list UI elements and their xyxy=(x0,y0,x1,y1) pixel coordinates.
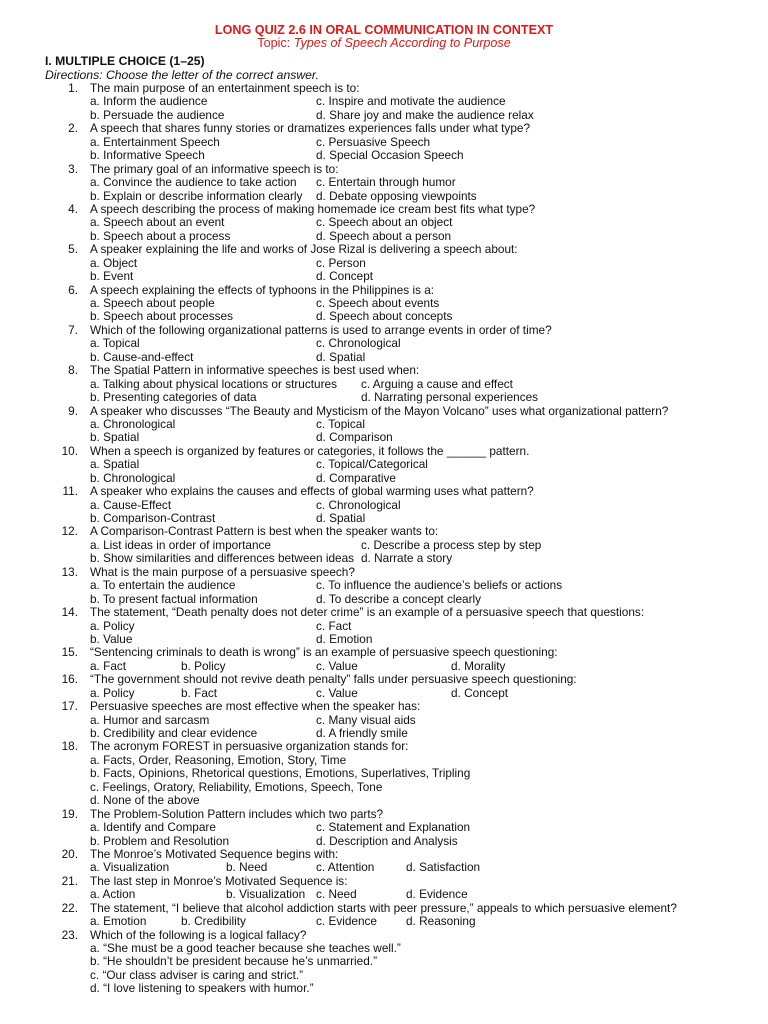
question-text: Which of the following is a logical fallacy? xyxy=(90,927,307,942)
question-stem xyxy=(0,566,768,579)
option-row xyxy=(0,257,768,270)
answer-option: b. Policy xyxy=(181,658,226,673)
question-stem xyxy=(0,875,768,888)
question-list xyxy=(0,82,768,996)
question-text: A speech that shares funny stories or dramatizes experiences falls under what type? xyxy=(90,121,530,136)
answer-option: d. “I love listening to speakers with humor.” xyxy=(90,981,314,996)
answer-option: c. Speech about an object xyxy=(316,215,453,230)
answer-option: b. Persuade the audience xyxy=(90,107,225,122)
option-row xyxy=(0,835,768,848)
answer-option: c. Chronological xyxy=(316,336,401,351)
question-stem xyxy=(0,673,768,686)
option-row xyxy=(0,754,768,767)
option-row xyxy=(0,861,768,874)
option-row xyxy=(0,539,768,552)
option-row xyxy=(0,767,768,780)
question-number: 9. xyxy=(68,403,78,418)
question-text: A speaker who explains the causes and effects of global warming uses what pattern? xyxy=(90,484,534,499)
question-text: “Sentencing criminals to death is wrong” is an example of persuasive speech questioning: xyxy=(90,645,558,660)
option-row xyxy=(0,794,768,807)
question-number: 15. xyxy=(61,645,78,660)
option-row xyxy=(0,942,768,955)
question-item xyxy=(0,646,768,673)
answer-option: d. Speech about a person xyxy=(316,228,452,243)
question-item xyxy=(0,848,768,875)
option-row xyxy=(0,190,768,203)
question-text: A speech explaining the effects of typhoons in the Philippines is a: xyxy=(90,282,435,297)
question-text: The Problem-Solution Pattern includes which two parts? xyxy=(90,806,384,821)
quiz-topic xyxy=(0,36,768,50)
option-row xyxy=(0,499,768,512)
option-row xyxy=(0,337,768,350)
answer-option: d. Narrate a story xyxy=(361,551,453,566)
answer-option: a. Cause-Effect xyxy=(90,497,172,512)
answer-option: c. Speech about events xyxy=(316,296,440,310)
answer-option: a. Speech about an event xyxy=(90,215,225,230)
option-row xyxy=(0,888,768,901)
question-stem xyxy=(0,445,768,458)
question-stem xyxy=(0,122,768,135)
answer-option: d. Comparison xyxy=(316,430,393,445)
answer-option: d. Debate opposing viewpoints xyxy=(316,188,477,203)
answer-option: a. Chronological xyxy=(90,416,176,431)
question-item xyxy=(0,284,768,324)
option-row xyxy=(0,660,768,673)
question-number: 16. xyxy=(61,672,78,687)
option-row xyxy=(0,310,768,323)
answer-option: c. Value xyxy=(316,658,358,673)
option-row xyxy=(0,418,768,431)
answer-option: b. Explain or describe information clearly xyxy=(90,188,303,203)
answer-option: a. To entertain the audience xyxy=(90,578,236,593)
question-number: 12. xyxy=(61,524,78,539)
question-number: 13. xyxy=(61,564,78,579)
answer-option: c. Feelings, Oratory, Reliability, Emotions, Speech, Tone xyxy=(90,779,383,794)
answer-option: a. “She must be a good teacher because she teaches well.” xyxy=(90,941,401,955)
question-stem xyxy=(0,808,768,821)
answer-option: a. Object xyxy=(90,255,138,270)
answer-option: b. Speech about a process xyxy=(90,228,231,243)
answer-option: d. Description and Analysis xyxy=(316,833,458,848)
question-text: Persuasive speeches are most effective when the speaker has: xyxy=(90,699,421,714)
question-item xyxy=(0,485,768,525)
answer-option: d. Morality xyxy=(451,658,506,673)
question-item xyxy=(0,606,768,646)
question-text: The statement, “Death penalty does not deter crime” is an example of a persuasive speech that questions: xyxy=(90,605,645,620)
question-text: A speech describing the process of making homemade ice cream best fits what type? xyxy=(90,201,536,216)
question-stem xyxy=(0,606,768,619)
option-row xyxy=(0,378,768,391)
answer-option: a. Emotion xyxy=(90,914,147,929)
option-row xyxy=(0,230,768,243)
answer-option: b. Value xyxy=(90,631,133,646)
option-row xyxy=(0,136,768,149)
question-text: A Comparison-Contrast Pattern is best when the speaker wants to: xyxy=(90,524,439,539)
answer-option: d. Concept xyxy=(451,685,509,700)
option-row xyxy=(0,216,768,229)
answer-option: c. Describe a process step by step xyxy=(361,537,542,552)
option-row xyxy=(0,982,768,995)
section-heading: I. MULTIPLE CHOICE (1–25) xyxy=(45,54,205,68)
answer-option: c. Statement and Explanation xyxy=(316,820,471,835)
answer-option: b. “He shouldn’t be president because he’s unmarried.” xyxy=(90,954,378,969)
option-row xyxy=(0,176,768,189)
question-text: The statement, “I believe that alcohol addiction starts with peer pressure,” appeals to which persuasive element? xyxy=(90,900,677,915)
answer-option: d. Spatial xyxy=(316,511,366,525)
option-row xyxy=(0,915,768,928)
answer-option: b. Fact xyxy=(181,685,218,700)
question-item xyxy=(0,673,768,700)
question-stem xyxy=(0,203,768,216)
option-row xyxy=(0,297,768,310)
answer-option: c. Topical/Categorical xyxy=(316,457,428,472)
question-stem xyxy=(0,324,768,337)
question-number: 23. xyxy=(61,927,78,942)
question-item xyxy=(0,163,768,203)
answer-option: d. Narrating personal experiences xyxy=(361,390,539,405)
question-stem xyxy=(0,364,768,377)
option-row xyxy=(0,95,768,108)
question-item xyxy=(0,740,768,807)
answer-option: a. Visualization xyxy=(90,860,170,875)
answer-option: c. Person xyxy=(316,255,366,270)
answer-option: d. Share joy and make the audience relax xyxy=(316,107,534,122)
answer-option: c. To influence the audience’s beliefs or actions xyxy=(316,578,563,593)
answer-option: d. Comparative xyxy=(316,470,396,485)
question-number: 21. xyxy=(61,873,78,888)
answer-option: c. Many visual aids xyxy=(316,712,416,727)
question-text: A speaker who discusses “The Beauty and Mysticism of the Mayon Volcano” uses what organizational pattern? xyxy=(90,403,669,418)
question-item xyxy=(0,700,768,740)
option-row xyxy=(0,821,768,834)
option-row xyxy=(0,458,768,471)
question-item xyxy=(0,929,768,996)
answer-option: b. Event xyxy=(90,269,134,284)
answer-option: d. Emotion xyxy=(316,631,373,646)
question-number: 22. xyxy=(61,900,78,915)
answer-option: a. Fact xyxy=(90,658,127,673)
answer-option: c. Value xyxy=(316,685,358,700)
question-item xyxy=(0,324,768,364)
answer-option: a. Spatial xyxy=(90,457,140,472)
option-row xyxy=(0,472,768,485)
question-stem xyxy=(0,646,768,659)
answer-option: a. Talking about physical locations or structures xyxy=(90,376,337,391)
answer-option: c. Inspire and motivate the audience xyxy=(316,94,506,109)
question-item xyxy=(0,203,768,243)
question-stem xyxy=(0,82,768,95)
question-item xyxy=(0,243,768,283)
question-number: 14. xyxy=(61,605,78,620)
option-row xyxy=(0,969,768,982)
answer-option: b. Credibility xyxy=(181,914,246,929)
option-row xyxy=(0,955,768,968)
option-row xyxy=(0,714,768,727)
answer-option: a. Entertainment Speech xyxy=(90,134,220,149)
question-number: 19. xyxy=(61,806,78,821)
answer-option: a. List ideas in order of importance xyxy=(90,537,271,552)
answer-option: b. Speech about processes xyxy=(90,309,233,324)
question-item xyxy=(0,82,768,122)
question-stem xyxy=(0,848,768,861)
question-item xyxy=(0,364,768,404)
answer-option: a. Humor and sarcasm xyxy=(90,712,210,727)
answer-option: b. Comparison-Contrast xyxy=(90,511,216,525)
topic-value: Types of Speech According to Purpose xyxy=(293,36,511,50)
answer-option: c. Evidence xyxy=(316,914,377,929)
question-item xyxy=(0,808,768,848)
question-stem xyxy=(0,485,768,498)
answer-option: d. Evidence xyxy=(406,887,468,902)
answer-option: a. Topical xyxy=(90,336,140,351)
question-item xyxy=(0,405,768,445)
answer-option: c. Persuasive Speech xyxy=(316,134,431,149)
question-stem xyxy=(0,163,768,176)
question-stem xyxy=(0,405,768,418)
option-row xyxy=(0,512,768,525)
option-row xyxy=(0,431,768,444)
question-number: 11. xyxy=(62,484,78,499)
answer-option: a. Policy xyxy=(90,618,135,633)
question-number: 20. xyxy=(61,846,78,861)
answer-option: b. Cause-and-effect xyxy=(90,349,194,364)
answer-option: c. Fact xyxy=(316,618,352,633)
answer-option: c. Topical xyxy=(316,416,365,431)
answer-option: c. Chronological xyxy=(316,497,401,512)
question-number: 6. xyxy=(68,282,78,297)
answer-option: a. Facts, Order, Reasoning, Emotion, Story, Time xyxy=(90,752,347,767)
question-stem xyxy=(0,525,768,538)
option-row xyxy=(0,687,768,700)
question-number: 4. xyxy=(68,201,78,216)
question-number: 1. xyxy=(68,81,78,95)
answer-option: b. Presenting categories of data xyxy=(90,390,257,405)
question-number: 8. xyxy=(68,363,78,378)
question-stem xyxy=(0,284,768,297)
option-row xyxy=(0,149,768,162)
quiz-title: LONG QUIZ 2.6 IN ORAL COMMUNICATION IN CONTEXT xyxy=(214,23,554,37)
answer-option: d. To describe a concept clearly xyxy=(316,591,482,606)
option-row xyxy=(0,391,768,404)
answer-option: d. Speech about concepts xyxy=(316,309,453,324)
question-text: What is the main purpose of a persuasive speech? xyxy=(90,564,355,579)
answer-option: d. A friendly smile xyxy=(316,726,408,740)
answer-option: b. Need xyxy=(226,860,268,875)
question-number: 17. xyxy=(61,699,78,714)
question-stem xyxy=(0,740,768,753)
question-text: The Monroe’s Motivated Sequence begins with: xyxy=(90,846,339,861)
question-text: Which of the following organizational patterns is used to arrange events in order of time? xyxy=(90,322,552,337)
question-item xyxy=(0,445,768,485)
question-item xyxy=(0,566,768,606)
answer-option: d. Special Occasion Speech xyxy=(316,148,464,163)
question-number: 18. xyxy=(61,739,78,754)
question-text: The main purpose of an entertainment speech is to: xyxy=(90,81,360,95)
answer-option: d. Satisfaction xyxy=(406,860,481,875)
answer-option: c. “Our class adviser is caring and strict.” xyxy=(90,967,304,982)
question-item xyxy=(0,875,768,902)
option-row xyxy=(0,270,768,283)
question-stem xyxy=(0,902,768,915)
option-row xyxy=(0,633,768,646)
option-row xyxy=(0,593,768,606)
question-stem xyxy=(0,243,768,256)
answer-option: d. Spatial xyxy=(316,349,366,364)
answer-option: c. Need xyxy=(316,887,357,902)
question-text: The last step in Monroe’s Motivated Sequence is: xyxy=(90,873,348,888)
answer-option: d. None of the above xyxy=(90,793,200,808)
answer-option: a. Action xyxy=(90,887,136,902)
answer-option: b. Problem and Resolution xyxy=(90,833,230,848)
question-item xyxy=(0,902,768,929)
answer-option: a. Speech about people xyxy=(90,296,215,310)
question-text: “The government should not revive death penalty” falls under persuasive speech questioning: xyxy=(90,672,577,687)
question-number: 7. xyxy=(68,322,78,337)
answer-option: b. Visualization xyxy=(226,887,306,902)
answer-option: b. Credibility and clear evidence xyxy=(90,726,258,740)
answer-option: b. Informative Speech xyxy=(90,148,205,163)
question-stem xyxy=(0,929,768,942)
answer-option: a. Convince the audience to take action xyxy=(90,175,297,190)
answer-option: c. Entertain through humor xyxy=(316,175,456,190)
answer-option: b. To present factual information xyxy=(90,591,258,606)
question-number: 10. xyxy=(61,443,78,458)
answer-option: a. Inform the audience xyxy=(90,94,208,109)
option-row xyxy=(0,552,768,565)
question-number: 2. xyxy=(68,121,78,136)
question-number: 3. xyxy=(68,161,78,176)
answer-option: d. Reasoning xyxy=(406,914,476,929)
question-number: 5. xyxy=(68,242,78,257)
topic-label: Topic: xyxy=(257,36,294,50)
option-row xyxy=(0,781,768,794)
question-item xyxy=(0,122,768,162)
option-row xyxy=(0,620,768,633)
option-row xyxy=(0,109,768,122)
question-stem xyxy=(0,700,768,713)
question-text: The acronym FOREST in persuasive organization stands for: xyxy=(90,739,409,754)
answer-option: b. Spatial xyxy=(90,430,140,445)
section-directions: Directions: Choose the letter of the correct answer. xyxy=(45,68,319,82)
option-row xyxy=(0,727,768,740)
answer-option: b. Chronological xyxy=(90,470,176,485)
answer-option: d. Concept xyxy=(316,269,374,284)
answer-option: c. Attention xyxy=(316,860,375,875)
answer-option: b. Facts, Opinions, Rhetorical questions, Emotions, Superlatives, Tripling xyxy=(90,766,471,781)
answer-option: a. Policy xyxy=(90,685,135,700)
question-item xyxy=(0,525,768,565)
option-row xyxy=(0,579,768,592)
question-text: The Spatial Pattern in informative speeches is best used when: xyxy=(90,363,420,378)
answer-option: b. Show similarities and differences between ideas xyxy=(90,551,355,566)
answer-option: c. Arguing a cause and effect xyxy=(361,376,513,391)
question-text: The primary goal of an informative speech is to: xyxy=(90,161,339,176)
option-row xyxy=(0,351,768,364)
answer-option: a. Identify and Compare xyxy=(90,820,216,835)
question-text: When a speech is organized by features or categories, it follows the ______ pattern. xyxy=(90,443,530,458)
question-text: A speaker explaining the life and works of Jose Rizal is delivering a speech about: xyxy=(90,242,518,257)
